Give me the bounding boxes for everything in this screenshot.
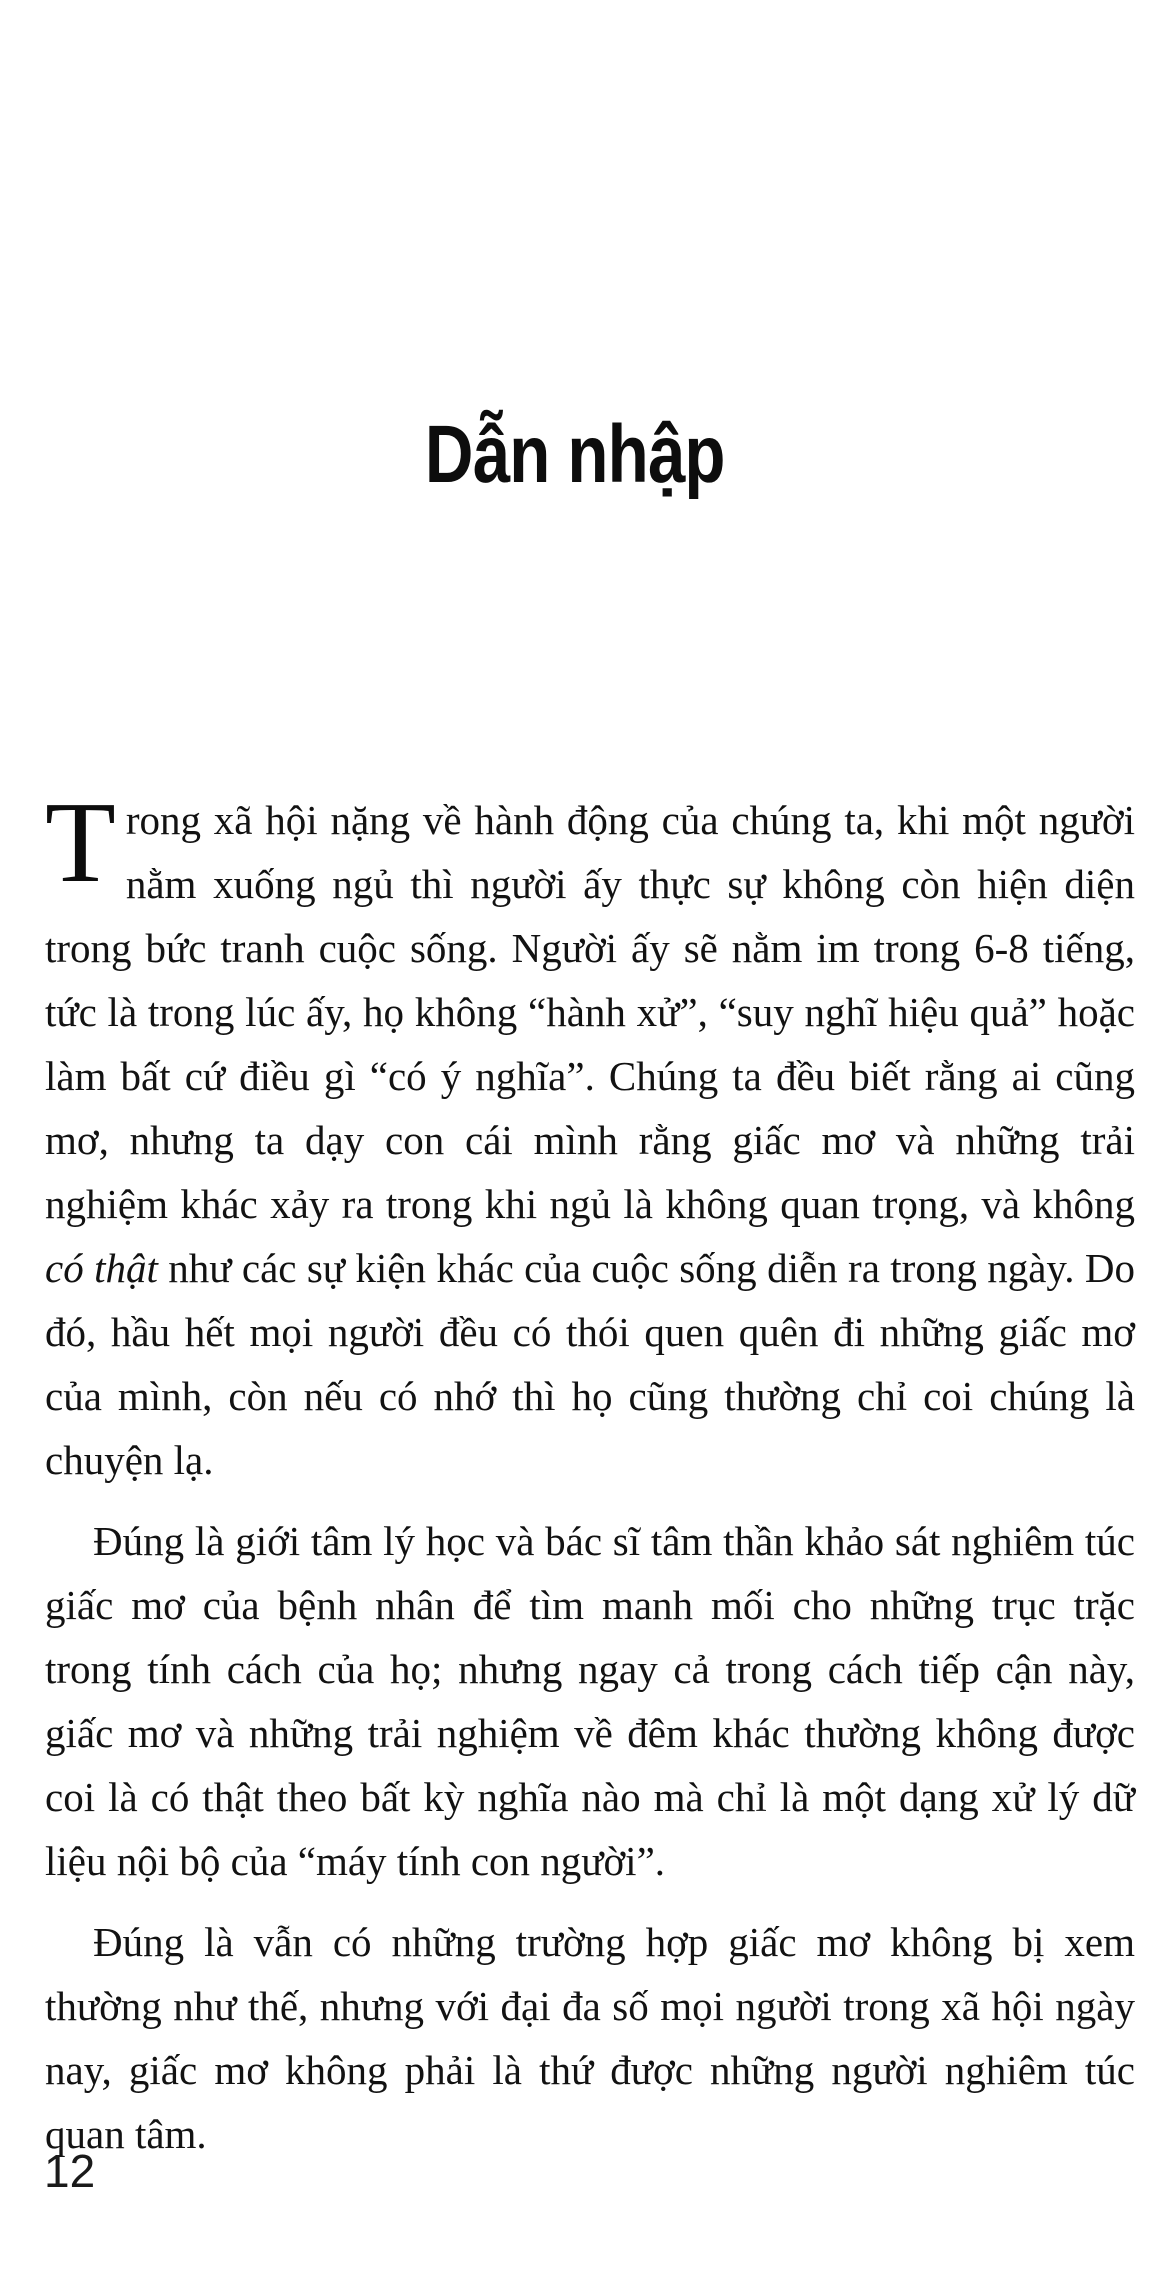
body-text-segment: Đúng là vẫn có những trường hợp giấc mơ không bị xem thường như thế, nhưng với đại đa số mọi người trong xã hội ngày nay, giấc mơ không phải là thứ được những người nghiêm túc quan tâm.	[45, 1919, 1135, 2157]
body-text-segment: rong xã hội nặng về hành động của chúng ta, khi một người nằm xuống ngủ thì người ấy thực sự không còn hiện diện trong bức tranh cuộc sống. Người ấy sẽ nằm im trong 6-8 tiếng, tức là trong lúc ấy, họ không “hành xử”, “suy nghĩ hiệu quả” hoặc làm bất cứ điều gì “có ý nghĩa”. Chúng ta đều biết rằng ai cũng mơ, nhưng ta dạy con cái mình rằng giấc mơ và những trải nghiệm khác xảy ra trong khi ngủ là không quan trọng, và không	[45, 797, 1135, 1227]
paragraph	[45, 1509, 1135, 1893]
page-number: 12	[44, 2145, 96, 2197]
page-title-text: Dẫn nhập	[425, 409, 725, 500]
drop-cap: T	[45, 779, 116, 907]
paragraph	[45, 779, 1135, 1492]
page-title	[0, 405, 1150, 505]
emphasized-text: có thật	[45, 1245, 158, 1291]
body-text-segment: như các sự kiện khác của cuộc sống diễn ra trong ngày. Do đó, hầu hết mọi người đều có thói quen quên đi những giấc mơ của mình, còn nếu có nhớ thì họ cũng thường chỉ coi chúng là chuyện lạ.	[45, 1245, 1135, 1483]
paragraph	[45, 1910, 1135, 2166]
body-text-segment: Đúng là giới tâm lý học và bác sĩ tâm thần khảo sát nghiêm túc giấc mơ của bệnh nhân để tìm manh mối cho những trục trặc trong tính cách của họ; nhưng ngay cả trong cách tiếp cận này, giấc mơ và những trải nghiệm về đêm khác thường không được coi là có thật theo bất kỳ nghĩa nào mà chỉ là một dạng xử lý dữ liệu nội bộ của “máy tính con người”.	[45, 1518, 1135, 1884]
body-paragraphs	[45, 779, 1135, 2183]
